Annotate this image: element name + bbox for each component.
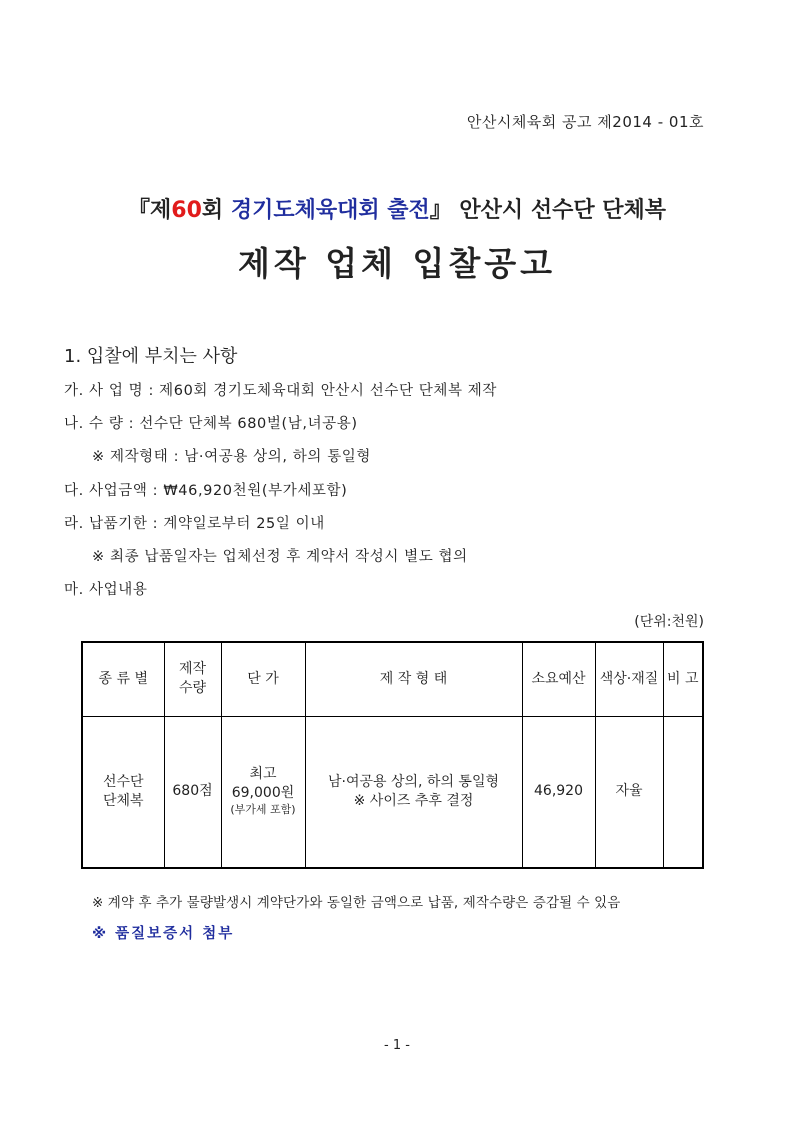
header-qty-line1: 제작 xyxy=(178,661,207,678)
cell-price-line2: 69,000원 xyxy=(231,785,295,802)
cell-price-line3: (부가세 포함) xyxy=(230,803,296,817)
item-content: 마. 사업내용 xyxy=(64,582,148,598)
item-project-name: 가. 사 업 명 : 제60회 경기도체육대회 안산시 선수단 단체복 제작 xyxy=(64,383,498,399)
header-qty-line2: 수량 xyxy=(178,680,207,697)
header-remarks: 비 고 xyxy=(663,642,703,716)
item-deadline-note: ※ 최종 납품일자는 업체선정 후 계약서 작성시 별도 협의 xyxy=(92,549,468,565)
title-edition-number: 60 xyxy=(171,198,202,223)
title-event: 경기도체육대회 출전 xyxy=(230,198,430,223)
bid-table xyxy=(81,641,704,869)
cell-type-line1: 선수단 xyxy=(102,773,144,790)
note-quantity-change: ※ 계약 후 추가 물량발생시 계약단가와 동일한 금액으로 납품, 제작수량은 증감될 수 있음 xyxy=(92,895,621,911)
header-form: 제 작 형 태 xyxy=(305,642,522,716)
title-line-1 xyxy=(0,193,794,224)
notice-number: 안산시체육회 공고 제2014 - 01호 xyxy=(466,113,704,131)
cell-remarks xyxy=(663,716,703,868)
title-hoe: 회 xyxy=(201,198,231,223)
cell-form xyxy=(305,716,522,868)
cell-price-line1: 최고 xyxy=(249,766,277,783)
unit-label: (단위:천원) xyxy=(634,614,704,630)
item-amount: 다. 사업금액 : ₩46,920천원(부가세포함) xyxy=(64,483,348,499)
header-type: 종 류 별 xyxy=(82,642,164,716)
cell-type xyxy=(82,716,164,868)
note-quality-certificate: ※ 품질보증서 첨부 xyxy=(92,926,235,942)
title-rest: 』 안산시 선수단 단체복 xyxy=(429,198,666,223)
cell-quantity: 680점 xyxy=(164,716,221,868)
header-color: 색상·재질 xyxy=(595,642,663,716)
cell-form-line1: 남·여공용 상의, 하의 통일형 xyxy=(327,773,499,790)
cell-type-line2: 단체복 xyxy=(102,792,144,809)
cell-budget: 46,920 xyxy=(522,716,595,868)
header-quantity xyxy=(164,642,221,716)
table-header-row xyxy=(82,642,703,716)
cell-unit-price xyxy=(221,716,305,868)
header-unit-price: 단 가 xyxy=(221,642,305,716)
header-budget: 소요예산 xyxy=(522,642,595,716)
page-number: - 1 - xyxy=(384,1038,410,1053)
item-deadline: 라. 납품기한 : 계약일로부터 25일 이내 xyxy=(64,516,325,532)
title-open: 『제 xyxy=(128,198,172,223)
title-line-2: 제작 업체 입찰공고 xyxy=(237,244,556,283)
section-heading: 1. 입찰에 부치는 사항 xyxy=(64,346,238,367)
item-quantity: 나. 수 량 : 선수단 단체복 680벌(남,녀공용) xyxy=(64,416,358,432)
cell-form-line2: ※ 사이즈 추후 결정 xyxy=(353,792,474,809)
item-form-note: ※ 제작형태 : 남·여공용 상의, 하의 통일형 xyxy=(92,449,372,465)
cell-color: 자율 xyxy=(595,716,663,868)
table-row xyxy=(82,716,703,868)
